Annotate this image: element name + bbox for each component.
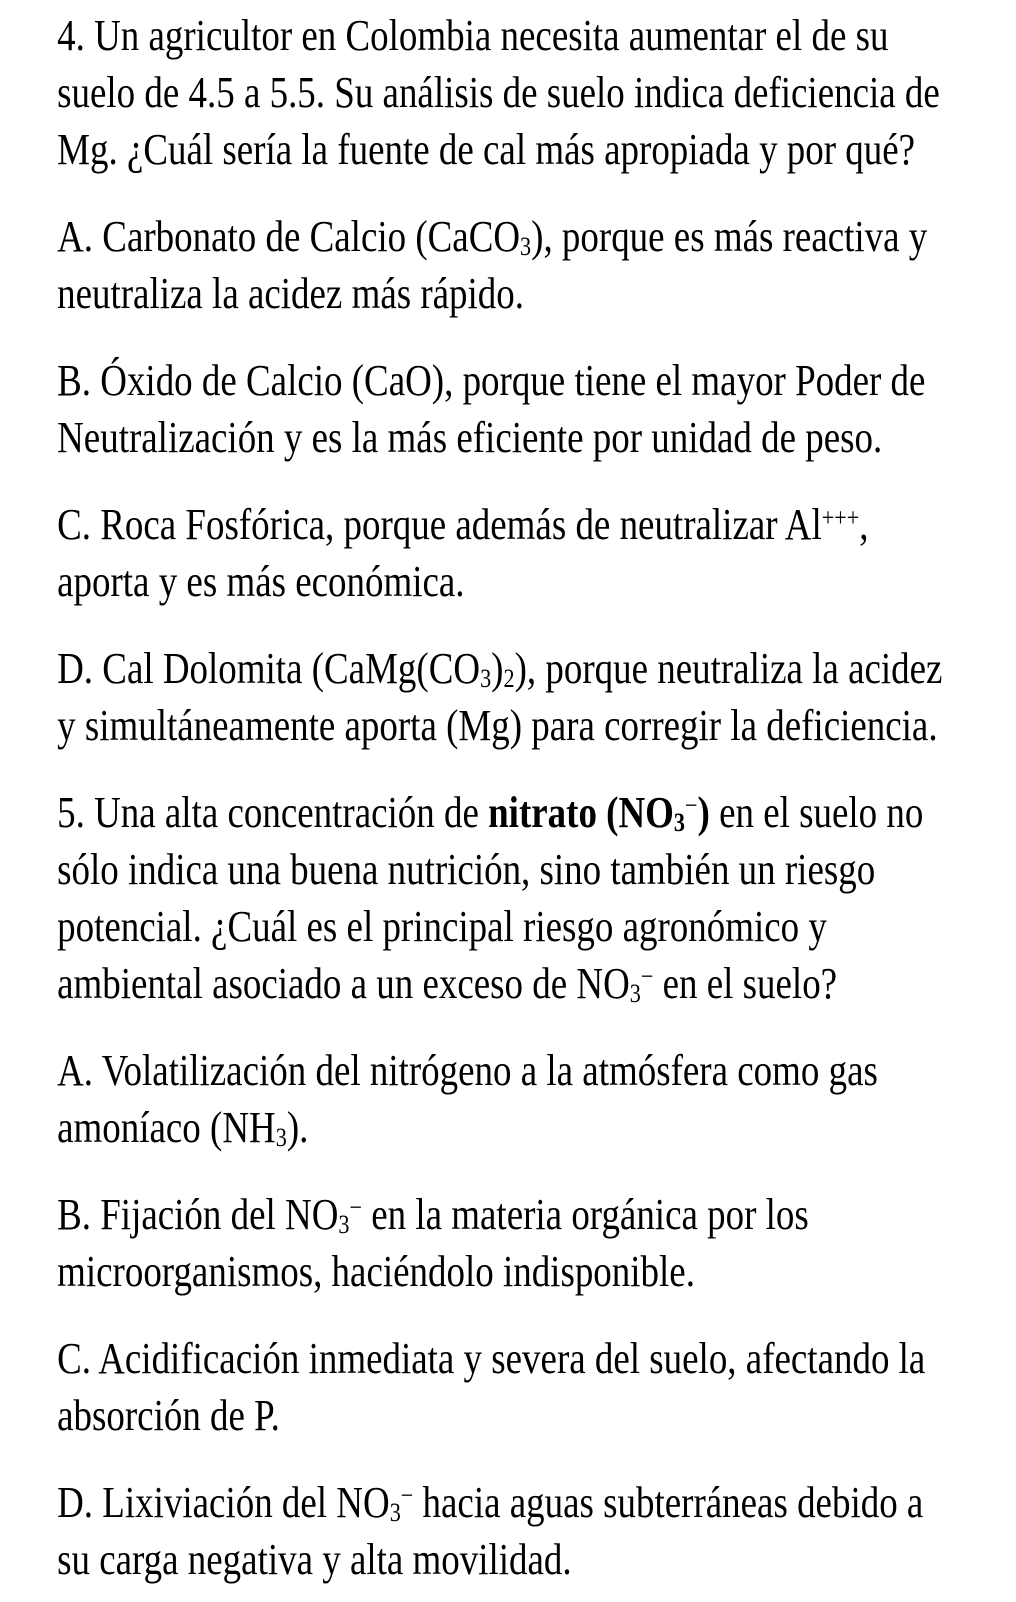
text-run: C. Acidificación inmediata y severa del suelo, afectando la <box>57 1334 926 1383</box>
text-run: sólo indica una buena nutrición, sino también un riesgo <box>57 845 876 894</box>
text-line <box>57 409 1016 466</box>
text-line <box>57 7 1016 64</box>
text-line <box>57 955 1016 1012</box>
text-run: 4. Un agricultor en Colombia necesita aumentar el de su <box>57 11 889 60</box>
text-run: ), porque es más reactiva y <box>531 212 928 261</box>
text-run: 2 <box>503 663 515 694</box>
text-run: potencial. ¿Cuál es el principal riesgo agronómico y <box>57 902 827 951</box>
text-run: absorción de P. <box>57 1391 280 1440</box>
text-run: suelo de 4.5 a 5.5. Su análisis de suelo indica deficiencia de <box>57 68 940 117</box>
text-run: 3 <box>520 231 532 262</box>
text-line <box>57 898 1016 955</box>
text-line <box>57 1186 1016 1243</box>
question-5-stem <box>57 784 1016 1012</box>
text-run: 3 <box>275 1122 287 1153</box>
text-run: ) <box>697 788 710 837</box>
text-run: Neutralización y es la más eficiente por unidad de peso. <box>57 413 883 462</box>
text-line <box>57 784 1016 841</box>
text-line <box>57 352 1016 409</box>
question-5-option-b <box>57 1186 1016 1300</box>
text-run: hacia aguas subterráneas debido a <box>413 1478 924 1527</box>
text-line <box>57 1042 1016 1099</box>
text-run: en la materia orgánica por los <box>362 1190 809 1239</box>
text-line <box>57 1387 1016 1444</box>
text-run: y simultáneamente aporta (Mg) para corregir la deficiencia. <box>57 701 938 750</box>
text-run: D. Cal Dolomita (CaMg(CO <box>57 644 481 693</box>
text-run: 3 <box>480 663 492 694</box>
text-run: A. Volatilización del nitrógeno a la atmósfera como gas <box>57 1046 878 1095</box>
text-run: − <box>640 960 654 991</box>
text-run: ), porque neutraliza la acidez <box>514 644 943 693</box>
text-line <box>57 1330 1016 1387</box>
question-5-option-d <box>57 1474 1016 1588</box>
text-run: ambiental asociado a un exceso de NO <box>57 959 630 1008</box>
question-4-option-b <box>57 352 1016 466</box>
text-line <box>57 1531 1016 1588</box>
text-run: Mg. ¿Cuál sería la fuente de cal más apropiada y por qué? <box>57 125 916 174</box>
text-line <box>57 121 1016 178</box>
text-run: C. Roca Fosfórica, porque además de neutralizar Al <box>57 500 822 549</box>
text-line <box>57 208 1016 265</box>
text-run: − <box>400 1479 414 1510</box>
text-line <box>57 1474 1016 1531</box>
text-line <box>57 1243 1016 1300</box>
text-line <box>57 1099 1016 1156</box>
text-run: 5. Una alta concentración de <box>57 788 489 837</box>
question-4-option-d <box>57 640 1016 754</box>
text-line <box>57 841 1016 898</box>
text-run: 3 <box>338 1209 350 1240</box>
text-run: ) <box>491 644 504 693</box>
text-run: A. Carbonato de Calcio (CaCO <box>57 212 521 261</box>
text-line <box>57 640 1016 697</box>
text-run: ). <box>286 1103 309 1152</box>
text-run: , <box>859 500 869 549</box>
text-run: aporta y es más económica. <box>57 557 465 606</box>
question-4-option-a <box>57 208 1016 322</box>
text-run: − <box>349 1191 363 1222</box>
text-run: nitrato (NO <box>488 788 674 837</box>
text-line <box>57 496 1016 553</box>
text-run: neutraliza la acidez más rápido. <box>57 269 525 318</box>
text-run: B. Fijación del NO <box>57 1190 339 1239</box>
text-run: en el suelo no <box>709 788 924 837</box>
text-run: − <box>685 789 698 820</box>
text-run: en el suelo? <box>653 959 838 1008</box>
question-4-stem <box>57 7 1016 178</box>
question-5-option-c <box>57 1330 1016 1444</box>
text-run: su carga negativa y alta movilidad. <box>57 1535 572 1584</box>
question-5-option-a <box>57 1042 1016 1156</box>
text-line <box>57 553 1016 610</box>
text-run: 3 <box>629 978 641 1009</box>
question-4-option-c <box>57 496 1016 610</box>
text-run: 3 <box>673 807 686 838</box>
text-line <box>57 697 1016 754</box>
text-line <box>57 64 1016 121</box>
text-run: B. Óxido de Calcio (CaO), porque tiene el mayor Poder de <box>57 356 926 405</box>
text-line <box>57 265 1016 322</box>
text-run: amoníaco (NH <box>57 1103 276 1152</box>
text-run: 3 <box>389 1497 401 1528</box>
text-run: D. Lixiviación del NO <box>57 1478 390 1527</box>
text-run: microorganismos, haciéndolo indisponible. <box>57 1247 695 1296</box>
text-run: +++ <box>821 501 860 532</box>
